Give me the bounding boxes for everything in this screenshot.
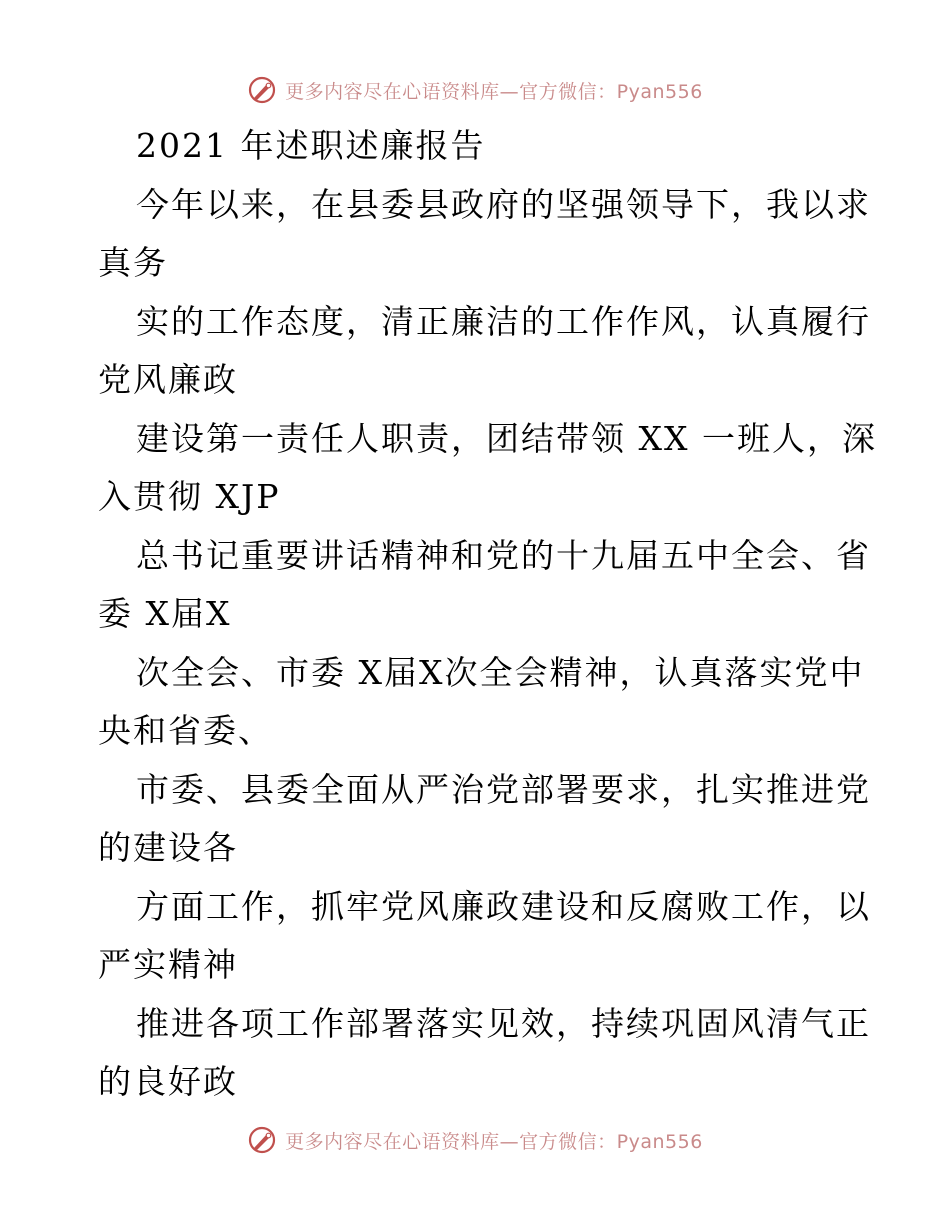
paragraph-line: 委 X届X [98, 594, 232, 633]
paragraph-line: 真务 [98, 243, 168, 282]
pen-logo-icon [247, 75, 277, 105]
paragraph-line: 次全会、市委 X届X次全会精神，认真落实党中 [136, 652, 865, 692]
paragraph-line: 的良好政 [98, 1062, 238, 1101]
document-title: 2021 年述职述廉报告 [136, 126, 486, 165]
paragraph-line: 实的工作态度，清正廉洁的工作作风，认真履行 [136, 301, 871, 341]
paragraph-line: 党风廉政 [98, 360, 238, 399]
footer-banner-text: 更多内容尽在心语资料库—官方微信：Pyan556 [285, 1130, 703, 1153]
header-banner-text: 更多内容尽在心语资料库—官方微信：Pyan556 [285, 80, 703, 103]
paragraph-line: 入贯彻 XJP [98, 477, 281, 516]
paragraph-line: 市委、县委全面从严治党部署要求，扎实推进党 [136, 769, 871, 809]
paragraph-line: 今年以来，在县委县政府的坚强领导下，我以求 [136, 184, 871, 224]
pen-logo-icon [247, 1125, 277, 1155]
paragraph-line: 推进各项工作部署落实见效，持续巩固风清气正 [136, 1003, 871, 1043]
paragraph-line: 总书记重要讲话精神和党的十九届五中全会、省 [136, 535, 871, 575]
paragraph-line: 央和省委、 [98, 711, 273, 750]
paragraph-line: 的建设各 [98, 828, 238, 867]
paragraph-line: 建设第一责任人职责，团结带领 XX 一班人，深 [136, 418, 877, 458]
paragraph-line: 严实精神 [98, 945, 238, 984]
header-watermark-banner [0, 70, 950, 110]
footer-watermark-banner [0, 1120, 950, 1160]
paragraph-line: 方面工作，抓牢党风廉政建设和反腐败工作，以 [136, 886, 871, 926]
document-body [98, 117, 877, 1112]
